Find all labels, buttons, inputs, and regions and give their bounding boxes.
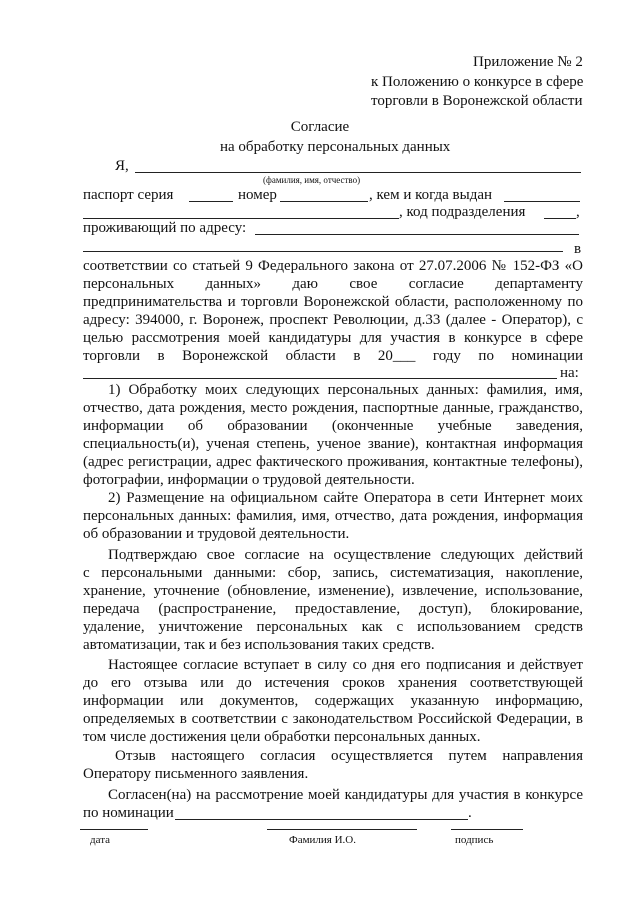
para-3-line-3: об образовании и трудовой деятельности. [83, 526, 350, 542]
para-3-line-2: персональных данных: фамилия, имя, отчество, дата рождения, информация [83, 508, 583, 524]
address-line-2[interactable] [83, 251, 563, 252]
nomination-final-line[interactable] [175, 819, 468, 820]
nomination-line[interactable] [83, 378, 557, 379]
para-1-end: на: [560, 365, 579, 381]
para-4-line-6: автоматизации, так и без использования таких средств. [83, 637, 435, 653]
issued-label: , кем и когда выдан [369, 187, 493, 203]
annex-line-3: торговли в Воронежской области [371, 93, 583, 109]
passport-number-label: номер [238, 187, 277, 203]
address-line-1[interactable] [255, 234, 579, 235]
para-4-line-2: с персональными данными: сбор, запись, систематизация, накопление, [83, 565, 583, 581]
para-5-line-1: Настоящее согласие вступает в силу со дня его подписания и действует [108, 657, 583, 673]
ya-label: Я, [115, 158, 129, 174]
para-6-line-2: Оператору письменного заявления. [83, 766, 309, 782]
annex-line-1: Приложение № 2 [473, 54, 583, 70]
signature-line[interactable] [451, 829, 523, 830]
para-4-line-5: удаление, уничтожение персональных как с использованием средств [83, 619, 583, 635]
passport-series-line[interactable] [189, 201, 233, 202]
issued-line[interactable] [504, 201, 580, 202]
para-2-line-6: фотографии, информации о трудовой деятельности. [83, 472, 415, 488]
para-6-line-1: Отзыв настоящего согласия осуществляется путем направления [115, 748, 583, 764]
para-3-line-1: 2) Размещение на официальном сайте Оператора в сети Интернет моих [108, 490, 583, 506]
para-2-line-3: информации об образовании (оконченные учебные заведения, [83, 418, 583, 434]
passport-series-label: паспорт серия [83, 187, 174, 203]
division-line[interactable] [544, 218, 576, 219]
para-7-line-2: по номинации [83, 805, 174, 821]
document-subtitle: на обработку персональных данных [220, 139, 451, 155]
para-2-line-4: специальность(и), ученая степень, ученое звание), контактная информация [83, 436, 583, 452]
para-2-line-2: отчество, дата рождения, место рождения, паспортные данные, гражданство, [83, 400, 583, 416]
para-7-line-1: Согласен(на) на рассмотрение моей кандидатуры для участия в конкурсе [108, 787, 583, 803]
para-2-line-5: (адрес регистрации, адрес фактического проживания, контактные телефоны), [83, 454, 583, 470]
passport-number-line[interactable] [280, 201, 368, 202]
para-5-line-4: определяемых в соответствии с законодательством Российской Федерации, в [83, 711, 583, 727]
para-5-line-3: информации или документов, содержащих указанную информацию, [83, 693, 583, 709]
date-caption: дата [90, 834, 111, 846]
division-label: , код подразделения [399, 204, 526, 220]
para-5-line-5: том числе достижения цели обработки персональных данных. [83, 729, 481, 745]
para-4-line-4: передача (распространение, предоставление, доступ), блокирование, [83, 601, 583, 617]
document-title: Согласие [290, 119, 350, 135]
in-label: в [574, 241, 582, 257]
para-1-line-3: предпринимательства и торговли Воронежской области, расположенному по [83, 294, 583, 310]
division-comma: , [576, 204, 580, 220]
annex-line-2: к Положению о конкурсе в сфере [371, 74, 584, 90]
para-1-line-2: персональных данных» даю свое согласие департаменту [83, 276, 583, 292]
para-4-line-3: хранение, уточнение (обновление, изменение), извлечение, использование, [83, 583, 583, 599]
address-label: проживающий по адресу: [83, 220, 247, 236]
name-line[interactable] [267, 829, 417, 830]
para-4-line-1: Подтверждаю свое согласие на осуществление следующих действий [108, 547, 583, 563]
para-5-line-2: до его отзыва или до истечения сроков хранения соответствующей [83, 675, 583, 691]
para-2-line-1: 1) Обработку моих следующих персональных данных: фамилия, имя, [108, 382, 583, 398]
para-1-line-1: соответствии со статьей 9 Федерального закона от 27.07.2006 № 152-ФЗ «О [83, 258, 583, 274]
name-caption: Фамилия И.О. [289, 834, 356, 846]
signature-caption: подпись [455, 834, 494, 846]
para-1-line-4: адресу: 394000, г. Воронеж, проспект Революции, д.33 (далее - Оператор), с [83, 312, 583, 328]
fio-line[interactable] [135, 172, 581, 173]
date-line[interactable] [80, 829, 148, 830]
para-1-line-6: торговли в Воронежской области в 20___ году по номинации [83, 348, 583, 364]
para-1-line-5: целью рассмотрения моей кандидатуры для участия в конкурсе в сфере [83, 330, 583, 346]
para-7-end: . [468, 805, 472, 821]
fio-hint: (фамилия, имя, отчество) [263, 175, 361, 185]
